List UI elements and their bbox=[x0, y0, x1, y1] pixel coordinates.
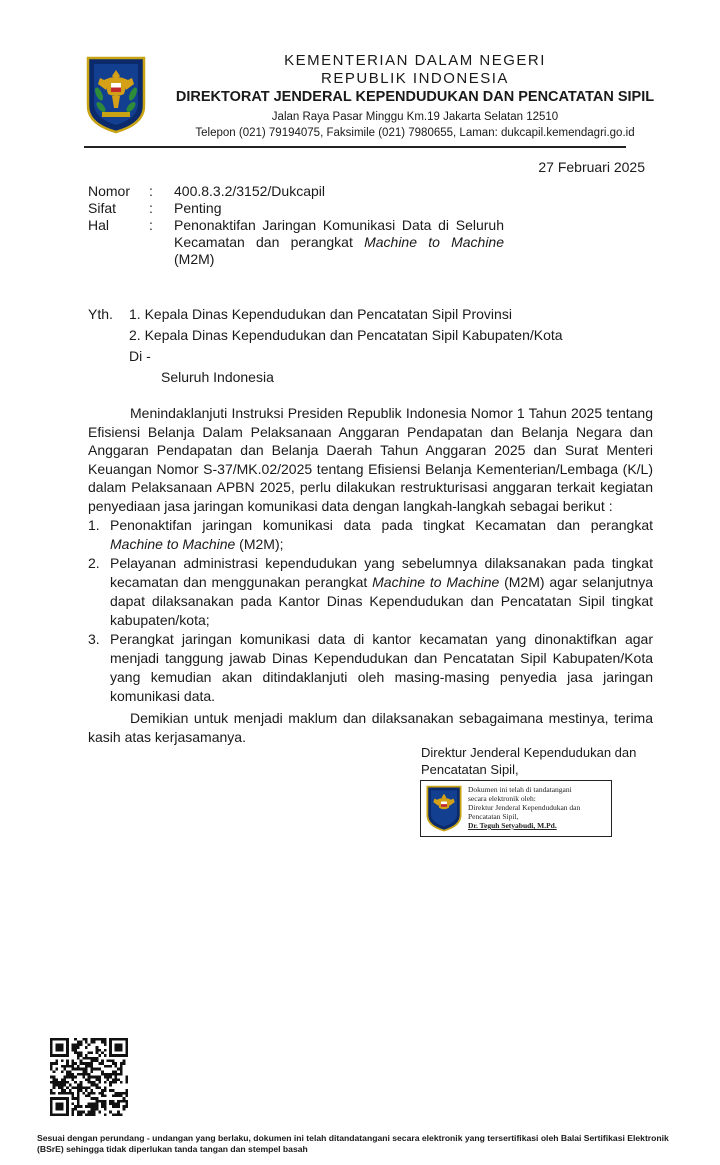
garuda-emblem-icon bbox=[425, 784, 463, 832]
list-italic: Machine to Machine bbox=[372, 574, 500, 590]
qr-code-icon bbox=[50, 1038, 128, 1116]
stamp-text bbox=[468, 785, 608, 830]
hal-italic: Machine to Machine bbox=[364, 234, 504, 250]
stamp-line: Pencatatan Sipil, bbox=[468, 812, 519, 821]
nomor-value: 400.8.3.2/3152/Dukcapil bbox=[174, 183, 325, 199]
letterhead bbox=[150, 52, 680, 141]
signatory-title-line: Direktur Jenderal Kependudukan dan bbox=[421, 745, 637, 760]
list-text: Perangkat jaringan komunikasi data di kantor kecamatan yang dinonaktifkan agar menjadi tanggung jawab Dinas Kependudukan dan Pencatatan Sipil Kabupaten/Kota yang kemudian akan ditindaklanjuti oleh masing-masing penyedia jasa jaringan komunikasi data. bbox=[110, 631, 653, 704]
hal-label: Hal bbox=[88, 217, 110, 233]
list-number: 2. bbox=[88, 555, 100, 571]
list-item bbox=[88, 554, 653, 630]
list-number: 3. bbox=[88, 631, 100, 647]
nomor-label: Nomor bbox=[88, 183, 131, 199]
list-italic: Machine to Machine bbox=[110, 536, 236, 552]
garuda-emblem-icon bbox=[84, 54, 148, 134]
sifat-value: Penting bbox=[174, 200, 222, 216]
recipient-label: Yth. bbox=[88, 306, 113, 322]
list-item bbox=[88, 516, 653, 554]
recipient-item: 2. Kepala Dinas Kependudukan dan Pencatatan Sipil Kabupaten/Kota bbox=[129, 327, 563, 343]
letterhead-contact: Telepon (021) 79194075, Faksimile (021) 7980655, Laman: dukcapil.kemendagri.go.id bbox=[195, 127, 635, 139]
stamp-line: Dokumen ini telah di tandatangani bbox=[468, 785, 572, 794]
ministry-name: KEMENTERIAN DALAM NEGERI bbox=[284, 52, 546, 69]
country-name: REPUBLIK INDONESIA bbox=[321, 70, 509, 87]
footer-note: Sesuai dengan perundang - undangan yang berlaku, dokumen ini telah ditandatangani secara elektronik yang tersertifikasi oleh Balai Sertifikasi Elektronik (BSrE) sehingga tidak diperlukan tanda tangan dan stempel basah bbox=[37, 1133, 669, 1154]
letterhead-address: Jalan Raya Pasar Minggu Km.19 Jakarta Selatan 12510 bbox=[271, 111, 559, 123]
sifat-label: Sifat bbox=[88, 200, 117, 216]
list-item bbox=[88, 630, 653, 706]
recipient-item: 1. Kepala Dinas Kependudukan dan Pencatatan Sipil Provinsi bbox=[129, 306, 512, 322]
colon: : bbox=[149, 200, 153, 216]
colon: : bbox=[149, 217, 153, 233]
stamp-line: Direktur Jenderal Kependudukan dan bbox=[468, 803, 581, 812]
closing-paragraph: Demikian untuk menjadi maklum dan dilaksanakan sebagaimana mestinya, terima kasih atas kerjasamanya. bbox=[88, 710, 653, 745]
signatory-title bbox=[421, 744, 661, 778]
steps-list bbox=[88, 516, 653, 706]
letter-date: 27 Februari 2025 bbox=[538, 159, 645, 175]
colon: : bbox=[149, 183, 153, 199]
list-number: 1. bbox=[88, 517, 100, 533]
signatory-name: Dr. Teguh Setyabudi, M.Pd. bbox=[468, 821, 557, 830]
directorate-name: DIREKTORAT JENDERAL KEPENDUDUKAN DAN PENCATATAN SIPIL bbox=[175, 89, 655, 105]
list-text-end: (M2M) agar selanjutnya dapat dilaksanakan pada Kantor Dinas Kependudukan dan Pencatatan Sipil tingkat kabupaten/kota; bbox=[110, 574, 654, 628]
stamp-line: secara elektronik oleh: bbox=[468, 794, 536, 803]
body-paragraph: Menindaklanjuti Instruksi Presiden Republik Indonesia Nomor 1 Tahun 2025 tentang Efisiensi Belanja Dalam Pelaksanaan Anggaran Pendapatan dan Belanja Negara dan Anggaran Pendapatan dan Belanja Daerah Tahun Anggaran 2025 dan Surat Menteri Keuangan Nomor S-37/MK.02/2025 tentang Efisiensi Belanja Kementerian/Lembaga (K/L) dalam Pelaksanaan APBN 2025, perlu dilakukan restrukturisasi anggaran terkait kegiatan penyediaan jasa jaringan komunikasi data dengan langkah-langkah sebagai berikut : bbox=[88, 405, 653, 514]
signatory-title-line: Pencatatan Sipil, bbox=[421, 762, 519, 777]
list-text: Pelayanan administrasi kependudukan yang sebelumnya dilaksanakan pada tingkat kecamatan dan menggunakan perangkat bbox=[110, 555, 653, 590]
list-text-end: (M2M); bbox=[235, 536, 284, 552]
e-signature-stamp bbox=[420, 780, 612, 837]
recipient-di: Di - bbox=[129, 348, 151, 364]
hal-value bbox=[174, 217, 504, 268]
hal-text: Penonaktifan Jaringan Komunikasi Data di Seluruh Kecamatan dan perangkat bbox=[174, 217, 504, 250]
hal-suffix: (M2M) bbox=[174, 251, 215, 267]
recipient-place: Seluruh Indonesia bbox=[161, 369, 274, 385]
letterhead-divider bbox=[84, 146, 626, 148]
list-text: Penonaktifan jaringan komunikasi data pada tingkat Kecamatan dan perangkat bbox=[110, 517, 653, 533]
